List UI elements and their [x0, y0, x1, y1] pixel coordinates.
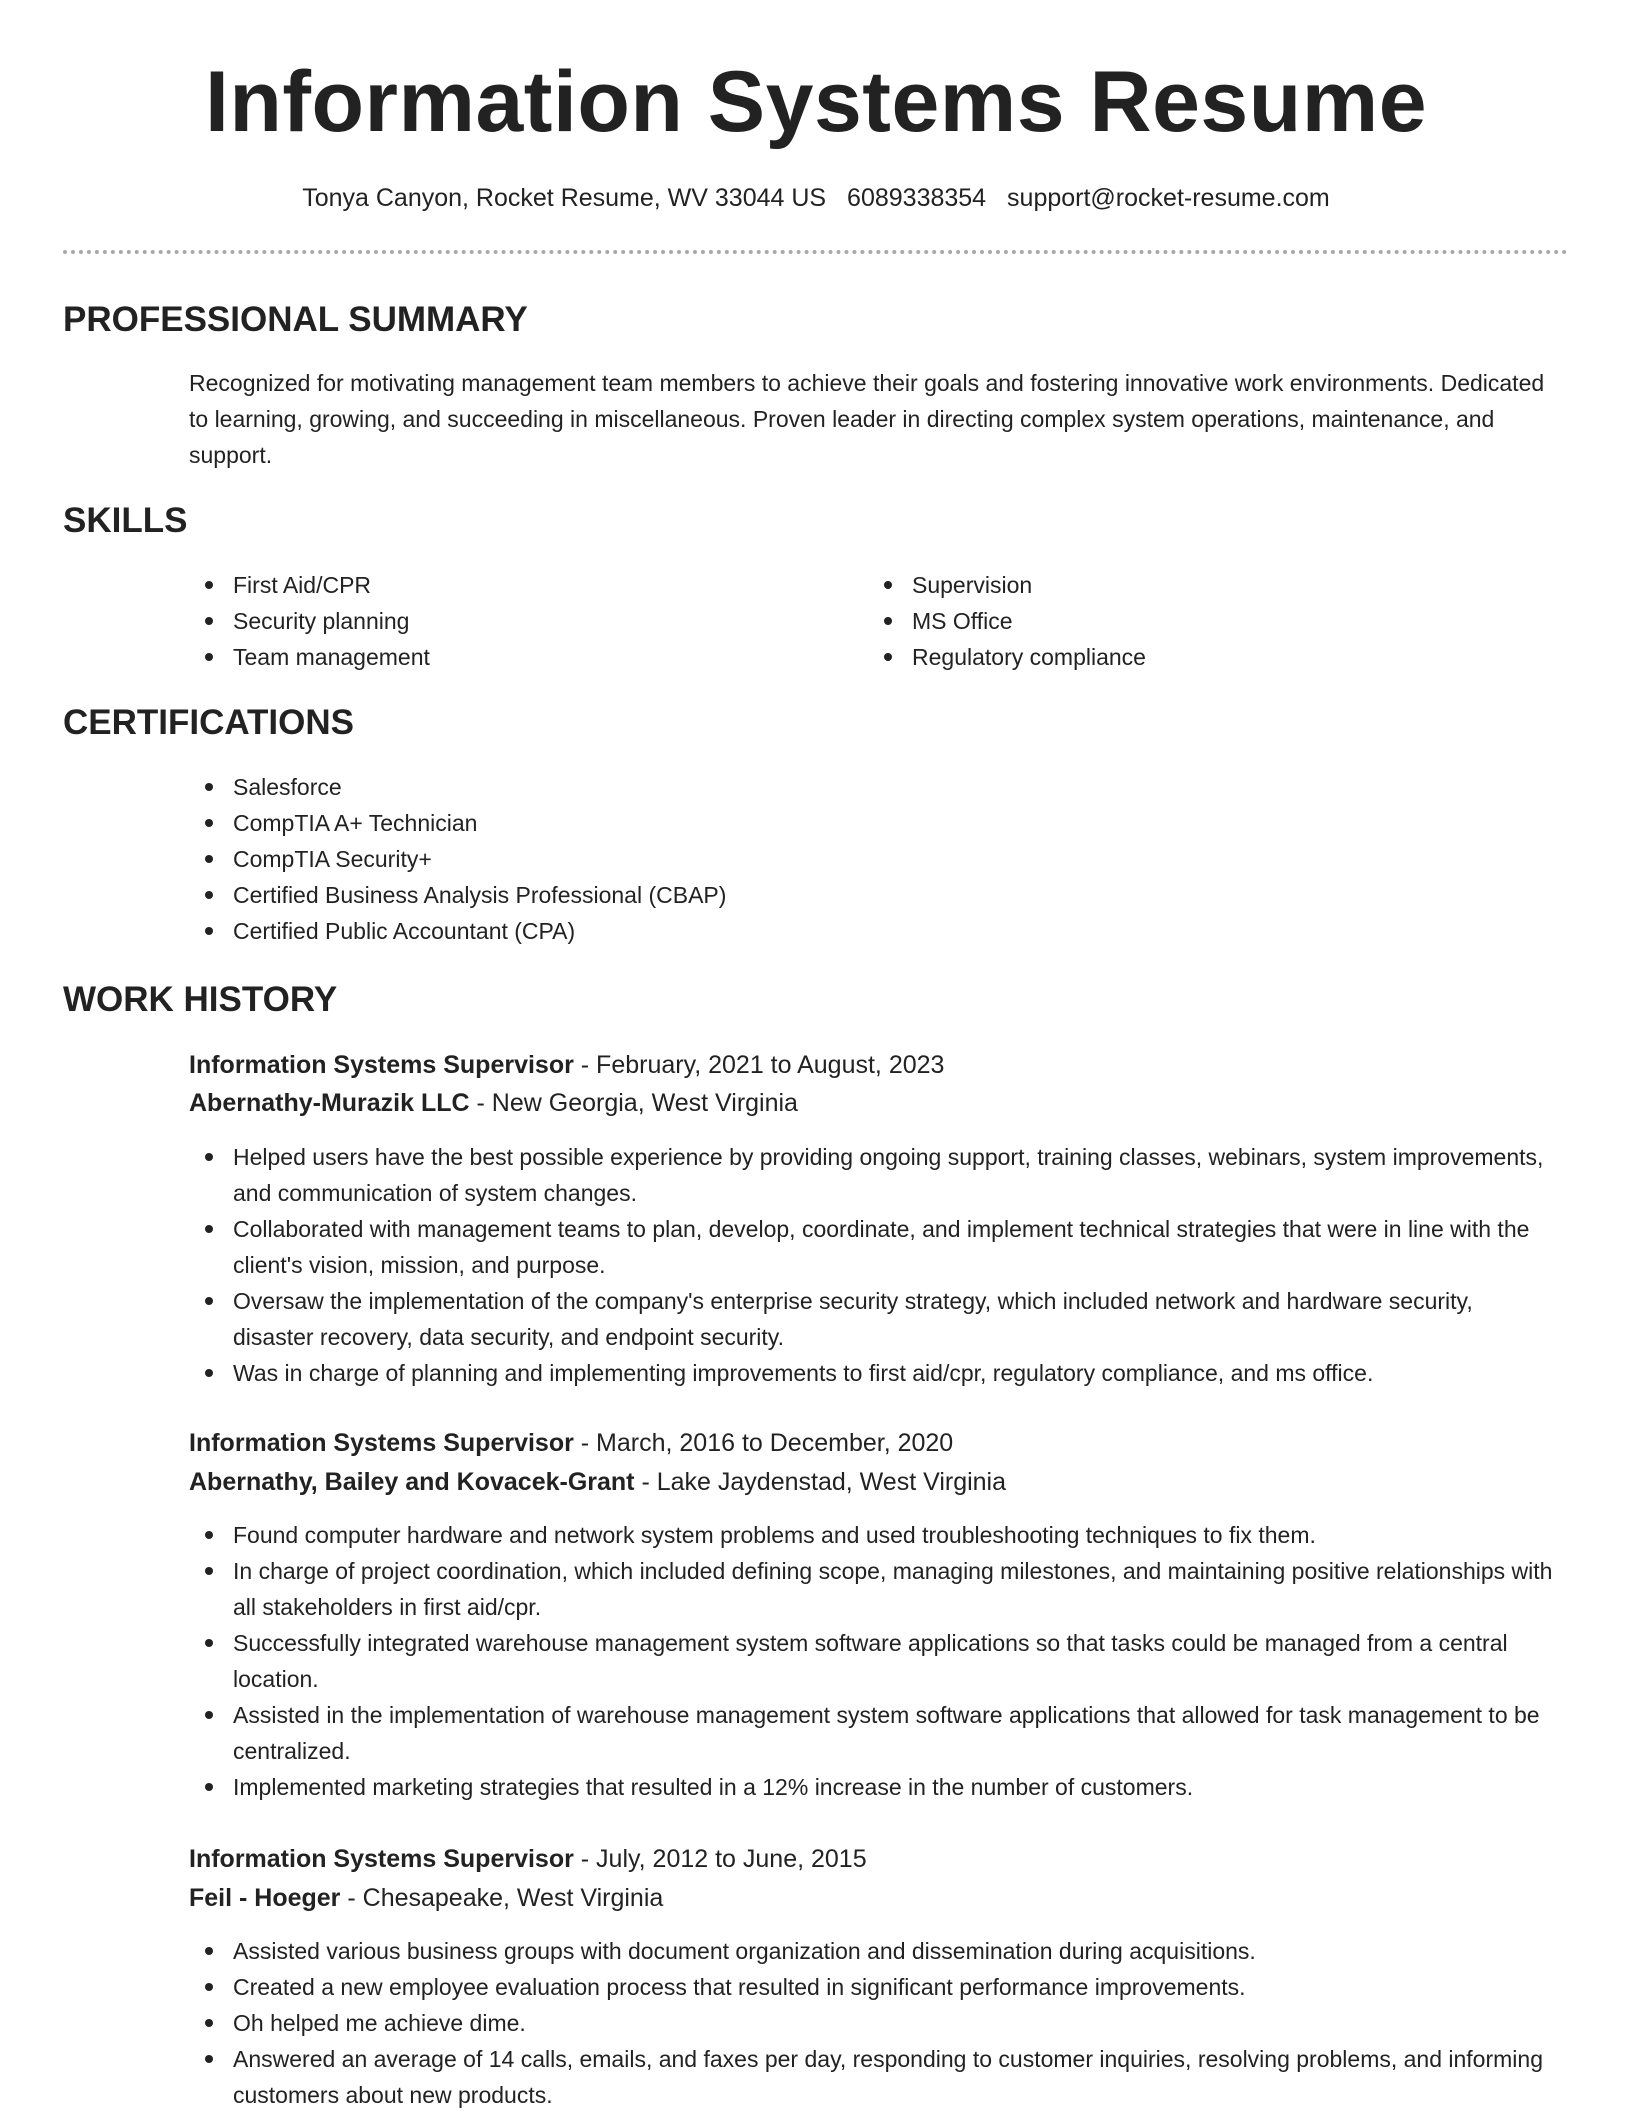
contact-email: support@rocket-resume.com — [1007, 184, 1330, 212]
job-dates: - February, 2021 to August, 2023 — [573, 1051, 945, 1079]
job-title-line — [189, 1840, 1569, 1878]
certification-item: Certified Business Analysis Professional (CBAP) — [189, 877, 1189, 913]
skill-item: First Aid/CPR — [189, 567, 809, 603]
job-duty: Found computer hardware and network system problems and used troubleshooting techniques to fix them. — [189, 1517, 1559, 1553]
job-company: Feil - Hoeger — [189, 1884, 341, 1912]
job-duties-list — [189, 1933, 1559, 2112]
certification-item: CompTIA Security+ — [189, 841, 1189, 877]
certifications-heading: CERTIFICATIONS — [63, 703, 355, 742]
job-title: Information Systems Supervisor — [189, 1845, 574, 1873]
job-location: - New Georgia, West Virginia — [469, 1089, 798, 1117]
skills-list-left — [189, 567, 809, 675]
work-history-heading: WORK HISTORY — [63, 980, 338, 1019]
job-duty: Assisted in the implementation of warehouse management system software applications that allowed for task management to be centralized. — [189, 1697, 1559, 1769]
summary-heading: PROFESSIONAL SUMMARY — [63, 300, 528, 339]
summary-text: Recognized for motivating management team members to achieve their goals and fostering innovative work environments. Dedicated to learning, growing, and succeeding in miscellaneous. Proven leader in directing complex system operations, maintenance, and support. — [189, 370, 1545, 468]
job-title: Information Systems Supervisor — [189, 1429, 574, 1457]
certification-item: Salesforce — [189, 769, 1189, 805]
resume-title: Information Systems Resume — [204, 54, 1428, 150]
job-location: - Lake Jaydenstad, West Virginia — [634, 1468, 1007, 1496]
certification-item: CompTIA A+ Technician — [189, 805, 1189, 841]
job-title: Information Systems Supervisor — [189, 1051, 574, 1079]
job-duty: Successfully integrated warehouse management system software applications so that tasks could be managed from a central location. — [189, 1625, 1559, 1697]
job-company-line — [189, 1879, 1569, 1917]
skills-heading: SKILLS — [63, 501, 188, 540]
job-company-line — [189, 1463, 1569, 1501]
job-company: Abernathy, Bailey and Kovacek-Grant — [189, 1468, 635, 1496]
job-duty: Assisted various business groups with document organization and dissemination during acquisitions. — [189, 1933, 1559, 1969]
certifications-list — [189, 769, 1189, 949]
skill-item: Team management — [189, 639, 809, 675]
job-duty: Collaborated with management teams to plan, develop, coordinate, and implement technical strategies that were in line with the client's vision, mission, and purpose. — [189, 1211, 1559, 1283]
job-duty: Created a new employee evaluation process that resulted in significant performance improvements. — [189, 1969, 1559, 2005]
certification-item: Certified Public Accountant (CPA) — [189, 913, 1189, 949]
job-duty: Oh helped me achieve dime. — [189, 2005, 1559, 2041]
skill-item: MS Office — [868, 603, 1488, 639]
job-duty: Implemented marketing strategies that resulted in a 12% increase in the number of customers. — [189, 1769, 1559, 1805]
job-duty: Was in charge of planning and implementing improvements to first aid/cpr, regulatory compliance, and ms office. — [189, 1355, 1559, 1391]
skill-item: Security planning — [189, 603, 809, 639]
job-duties-list — [189, 1139, 1559, 1391]
header-divider — [63, 250, 1568, 254]
job-duty: In charge of project coordination, which included defining scope, managing milestones, and maintaining positive relationships with all stakeholders in first aid/cpr. — [189, 1553, 1559, 1625]
contact-phone: 6089338354 — [847, 184, 987, 212]
skills-list-right — [868, 567, 1488, 675]
job-duty: Helped users have the best possible experience by providing ongoing support, training classes, webinars, system improvements, and communication of system changes. — [189, 1139, 1559, 1211]
job-company: Abernathy-Murazik LLC — [189, 1089, 470, 1117]
job-title-line — [189, 1424, 1569, 1462]
job-duty: Answered an average of 14 calls, emails, and faxes per day, responding to customer inquiries, resolving problems, and informing customers about new products. — [189, 2041, 1559, 2112]
skill-item: Supervision — [868, 567, 1488, 603]
contact-address: Tonya Canyon, Rocket Resume, WV 33044 US — [302, 184, 827, 212]
job-duty: Oversaw the implementation of the company's enterprise security strategy, which included network and hardware security, disaster recovery, data security, and endpoint security. — [189, 1283, 1559, 1355]
job-title-line — [189, 1046, 1569, 1084]
job-duties-list — [189, 1517, 1559, 1805]
job-company-line — [189, 1084, 1569, 1122]
job-location: - Chesapeake, West Virginia — [340, 1884, 664, 1912]
job-dates: - March, 2016 to December, 2020 — [573, 1429, 954, 1457]
skill-item: Regulatory compliance — [868, 639, 1488, 675]
job-dates: - July, 2012 to June, 2015 — [573, 1845, 867, 1873]
contact-info — [0, 180, 1632, 216]
